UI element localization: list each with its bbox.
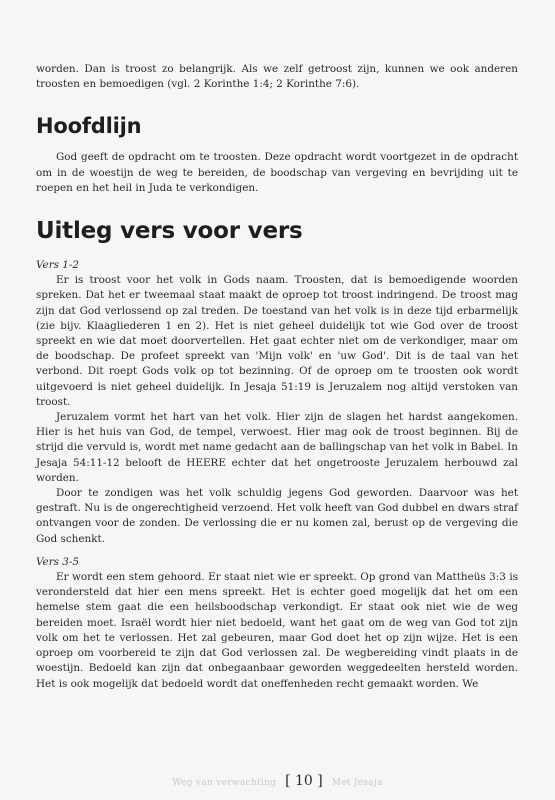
verse-label-3-5: Vers 3-5 bbox=[36, 555, 80, 568]
page-content bbox=[36, 62, 518, 692]
verse-label-1-2: Vers 1-2 bbox=[36, 259, 80, 272]
verse-3-5-paragraph-1: Er wordt een stem gehoord. Er staat niet wie er spreekt. Op grond van Mattheüs 3:3 is verondersteld dat hier een mens spreekt. Het is echter goed mogelijk dat het om een hemelse stem gaat die een heilsboodschap verkondigt. Er staat ook niet wie de weg bereiden moet. Israël wordt hier niet bedoeld, want het gaat om de weg van God tot zijn volk om het te verlossen. Het zal gebeuren, maar God doet het op zijn wijze. Het is een oproep om voorbereid te zijn dat God verlossen zal. De wegbereiding vindt plaats in de woestijn. Bedoeld kan zijn dat onbegaanbaar geworden weggedeelten hersteld worden. Het is ook mogelijk dat bedoeld wordt dat oneffenheden recht gemaakt worden. We bbox=[36, 571, 518, 690]
verse-1-2-paragraph-3: Door te zondigen was het volk schuldig jegens God geworden. Daarvoor was het gestraft. Nu is de ongerechtigheid verzoend. Het volk heeft van God dubbel en dwars straf ontvangen voor de zonden. De verlossing die er nu komen zal, berust op de vergeving die God schenkt. bbox=[36, 487, 518, 545]
footer-right-text: Met Jesaja bbox=[331, 778, 383, 788]
footer-left-text: Weg van verwachting bbox=[172, 778, 277, 788]
heading-hoofdlijn: Hoofdlijn bbox=[36, 114, 142, 139]
hoofdlijn-paragraph: God geeft de opdracht om te troosten. Deze opdracht wordt voortgezet in de opdracht om in de woestijn de weg te bereiden, de boodschap van vergeving en bevrijding uit te roepen en het heil in Juda te verkondigen. bbox=[36, 151, 518, 194]
page-footer bbox=[0, 773, 555, 789]
verse-1-2-paragraph-2: Jeruzalem vormt het hart van het volk. Hier zijn de slagen het hardst aangekomen. Hier is het huis van God, de tempel, verwoest. Hier mag ook de troost beginnen. Bij de strijd die vervuld is, wordt met name gedacht aan de ballingschap van het volk in Babel. In Jesaja 54:11-12 belooft de HEERE echter dat het ongetrooste Jeruzalem herbouwd zal worden. bbox=[36, 411, 518, 484]
page-number-value: 10 bbox=[295, 773, 313, 789]
page-number: [ 10 ] bbox=[285, 773, 323, 789]
heading-uitleg: Uitleg vers voor vers bbox=[36, 218, 303, 245]
verse-1-2-paragraph-1: Er is troost voor het volk in Gods naam. Troosten, dat is bemoedigende woorden spreken. Dat het er tweemaal staat maakt de oproep tot troost indringend. De troost mag zijn dat God verlossend op zal treden. De toestand van het volk is in deze tijd erbarmelijk (zie bijv. Klaagliederen 1 en 2). Het is niet geheel duidelijk tot wie God over de troost spreekt en wie dat moet doorvertellen. Het gaat echter niet om de verkondiger, maar om de boodschap. De profeet spreekt van 'Mijn volk' en 'uw God'. Dit is de taal van het verbond. Dit roept Gods volk op tot bezinning. Of de oproep om te troosten ook wordt uitgevoerd is niet geheel duidelijk. In Jesaja 51:19 is Jeruzalem nog altijd verstoken van troost. bbox=[36, 274, 518, 408]
intro-paragraph: worden. Dan is troost zo belangrijk. Als we zelf getroost zijn, kunnen we ook anderen troosten en bemoedigen (vgl. 2 Korinthe 1:4; 2 Korinthe 7:6). bbox=[36, 63, 518, 91]
